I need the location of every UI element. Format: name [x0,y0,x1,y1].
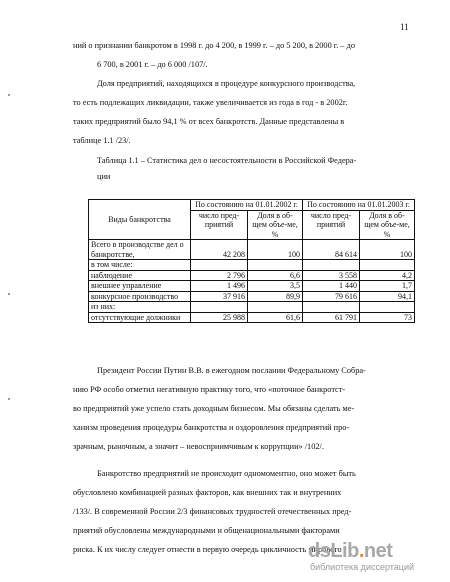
cell-count-2002: 1 496 [191,281,248,292]
cell-count-2003 [303,260,360,271]
cell-count-2003: 79 616 [303,291,360,302]
text-line: зрачным, рыночным, а значит – невосприимчивым к коррупции» /102/. [73,442,324,451]
row-label: в том числе: [89,260,191,271]
table-subheader-share: Доля в об-щем объе-ме, % [248,210,303,240]
cell-count-2002: 37 916 [191,291,248,302]
row-label: из них: [89,302,191,313]
text-line: приятий обусловлены международными и общенациональными факторами [73,526,340,535]
text-line: то есть подлежащих ликвидации, также увеличивается из года в год - в 2002г. [73,98,348,107]
paragraph-3 [73,361,413,456]
row-label: отсутствующие должники [89,312,191,323]
row-label: Всего в производстве дел о банкротстве, [89,240,191,260]
watermark-logo: dsLib.net [308,540,393,562]
text-line: нию РФ особо отметил негативную практику того, что «поточное банкротст- [73,385,346,394]
scan-dot [8,293,10,295]
table-row [89,291,415,302]
cell-share-2003 [360,302,415,313]
cell-share-2003: 1,7 [360,281,415,292]
cell-count-2003: 61 791 [303,312,360,323]
cell-share-2002: 3,5 [248,281,303,292]
text-line: ханизм проведения процедуры банкротства и оздоровления предприятий про- [73,423,350,432]
cell-count-2003: 84 614 [303,240,360,260]
table-caption [97,153,417,185]
cell-count-2002 [191,260,248,271]
cell-share-2002: 100 [248,240,303,260]
text-line: таких предприятий было 94,1 % от всех банкротств. Данные представлены в [73,117,345,126]
scan-dot [8,94,10,96]
watermark [308,540,438,576]
cell-share-2003: 73 [360,312,415,323]
paragraph-1 [73,36,413,74]
cell-share-2002 [248,260,303,271]
table-row [89,270,415,281]
text-line: обусловлено комбинацией разных факторов, как внешних так и внутренних [73,488,342,497]
table-subheader-count: число пред-приятий [191,210,248,240]
table-row [89,281,415,292]
table-subheader-share: Доля в об-щем объе-ме, % [360,210,415,240]
text-line: во предприятий уже успело стать доходным бизнесом. Мы обязаны сделать ме- [73,404,355,413]
table-header-date2: По состоянию на 01.01.2003 г. [303,200,415,211]
cell-count-2003: 1 440 [303,281,360,292]
row-label: наблюдение [89,270,191,281]
cell-count-2002: 2 796 [191,270,248,281]
row-label: внешнее управление [89,281,191,292]
text-line: 6 700, в 2001 г. – до 6 000 /107/. [97,60,208,69]
cell-count-2002: 42 208 [191,240,248,260]
caption-line: Таблица 1.1 – Статистика дел о несостоятельности в Российской Федера- [97,156,357,165]
scan-dot [8,398,10,400]
cell-count-2002: 25 988 [191,312,248,323]
cell-share-2002 [248,302,303,313]
cell-share-2002: 6,6 [248,270,303,281]
watermark-subtitle: библиотека диссертаций [310,562,415,572]
cell-share-2002: 61,6 [248,312,303,323]
table-row [89,302,415,313]
cell-count-2003: 3 558 [303,270,360,281]
page-number: 11 [400,22,409,32]
table-header-type: Виды банкротства [89,200,191,240]
text-line: Доля предприятий, находящихся в процедуре конкурсного производства, [97,79,356,88]
text-line: риска. К их числу следует отнести в первую очередь цикличность мирового [73,545,342,554]
text-line: /133/. В современной России 2/3 финансовых трудностей отечественных пред- [73,507,352,516]
table-row [89,312,415,323]
cell-share-2002: 89,9 [248,291,303,302]
cell-share-2003: 100 [360,240,415,260]
caption-line: ции [97,172,111,181]
table-subheader-count: число пред-приятий [303,210,360,240]
cell-share-2003: 94,1 [360,291,415,302]
text-line: ний о признании банкротом в 1998 г. до 4 200, в 1999 г. – до 5 200, в 2000 г. – до [73,41,355,50]
text-line: Банкротство предприятий не происходит одномоментно, оно может быть [97,469,356,478]
cell-share-2003 [360,260,415,271]
bankruptcy-stats-table [88,199,415,323]
paragraph-2 [73,74,413,150]
table-row [89,240,415,260]
cell-count-2003 [303,302,360,313]
row-label: конкурсное производство [89,291,191,302]
text-line: Президент России Путин В.В. в ежегодном послании Федеральному Собра- [97,366,366,375]
cell-count-2002 [191,302,248,313]
text-line: таблице 1.1 /23/. [73,136,131,145]
cell-share-2003: 4,2 [360,270,415,281]
table-header-date1: По состоянию на 01.01.2002 г. [191,200,303,211]
table-row [89,260,415,271]
